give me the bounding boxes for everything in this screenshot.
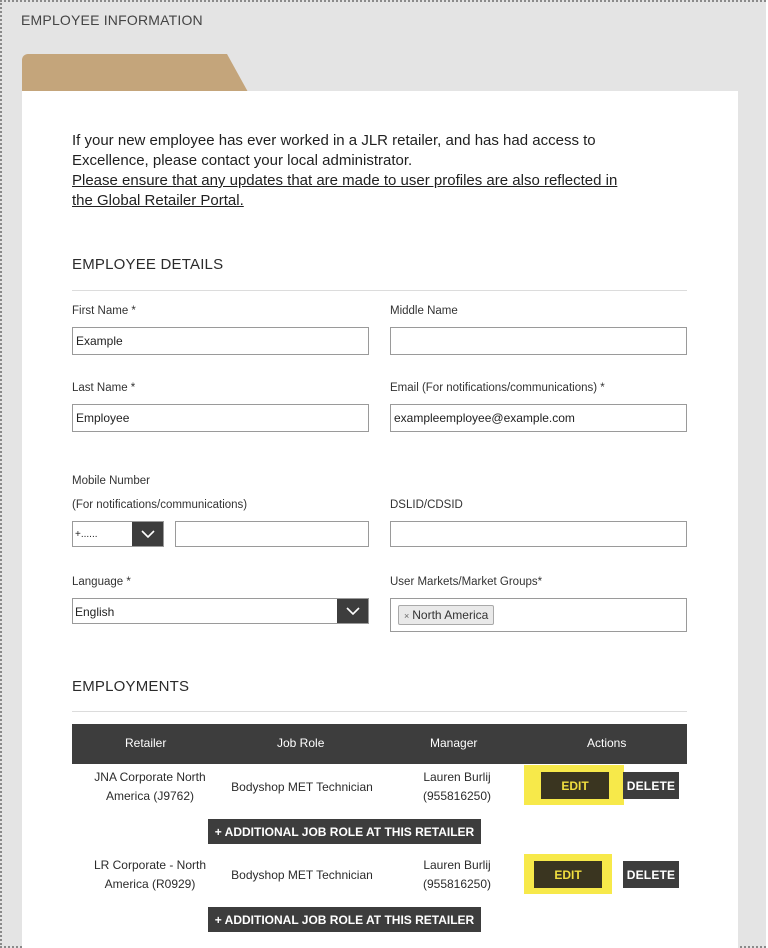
delete-button[interactable]: DELETE	[623, 772, 679, 799]
market-chip-label: North America	[412, 608, 489, 622]
email-field[interactable]: exampleemployee@example.com	[390, 404, 687, 432]
markets-label: User Markets/Market Groups*	[390, 576, 543, 588]
section-header: EMPLOYEE INFORMATION	[21, 12, 203, 28]
mobile-country-code-value: +......	[75, 529, 98, 540]
divider	[72, 290, 687, 291]
divider	[72, 711, 687, 712]
edit-button[interactable]: EDIT	[534, 861, 602, 888]
portal-notice-link-2[interactable]: the Global Retailer Portal.	[72, 192, 244, 209]
retailer-code: America (R0929)	[104, 877, 196, 891]
employments-table-header	[72, 724, 687, 764]
chevron-down-icon[interactable]	[132, 522, 163, 546]
table-row-job-role: Bodyshop MET Technician	[231, 868, 373, 882]
table-row-retailer	[80, 768, 220, 806]
manager-name: Lauren Burlij	[423, 770, 491, 784]
last-name-label: Last Name *	[72, 382, 136, 394]
col-retailer: Retailer	[125, 736, 167, 750]
email-label: Email (For notifications/communications) *	[390, 382, 605, 394]
retailer-name: JNA Corporate North	[94, 770, 206, 784]
employments-title: EMPLOYMENTS	[72, 678, 190, 695]
remove-chip-icon[interactable]: ×	[404, 611, 410, 621]
col-actions: Actions	[587, 736, 627, 750]
manager-id: (955816250)	[422, 789, 492, 803]
dslid-label: DSLID/CDSID	[390, 499, 463, 511]
last-name-field[interactable]: Employee	[72, 404, 369, 432]
add-job-role-button[interactable]: + ADDITIONAL JOB ROLE AT THIS RETAILER	[208, 819, 481, 844]
language-value: English	[75, 605, 115, 619]
intro-text	[72, 131, 682, 211]
table-row-manager	[402, 768, 512, 806]
employee-details-title: EMPLOYEE DETAILS	[72, 256, 224, 273]
markets-multiselect[interactable]	[390, 598, 687, 632]
first-name-field[interactable]: Example	[72, 327, 369, 355]
middle-name-field[interactable]	[390, 327, 687, 355]
chevron-down-icon[interactable]	[337, 599, 368, 623]
section-tab	[22, 54, 248, 92]
first-name-label: First Name *	[72, 305, 136, 317]
delete-button[interactable]: DELETE	[623, 861, 679, 888]
dslid-field[interactable]	[390, 521, 687, 547]
retailer-name: LR Corporate - North	[93, 858, 207, 872]
intro-line-1: If your new employee has ever worked in a JLR retailer, and has had access to	[72, 132, 596, 149]
table-row-retailer	[80, 856, 220, 894]
language-select[interactable]	[72, 598, 369, 624]
mobile-number-field[interactable]	[175, 521, 369, 547]
edit-button[interactable]: EDIT	[541, 772, 609, 799]
manager-id: (955816250)	[422, 877, 492, 891]
mobile-label: Mobile Number	[72, 475, 150, 487]
portal-notice-link-1[interactable]: Please ensure that any updates that are made to user profiles are also reflected in	[72, 172, 618, 189]
mobile-sublabel: (For notifications/communications)	[72, 499, 248, 511]
table-row-manager	[402, 856, 512, 894]
add-job-role-button[interactable]: + ADDITIONAL JOB ROLE AT THIS RETAILER	[208, 907, 481, 932]
table-row-job-role: Bodyshop MET Technician	[231, 780, 373, 794]
retailer-code: America (J9762)	[105, 789, 195, 803]
language-label: Language *	[72, 576, 131, 588]
col-manager: Manager	[430, 736, 478, 750]
mobile-country-code-select[interactable]	[72, 521, 164, 547]
market-chip	[398, 605, 494, 625]
middle-name-label: Middle Name	[390, 305, 458, 317]
intro-line-2: Excellence, please contact your local administrator.	[72, 152, 413, 169]
manager-name: Lauren Burlij	[423, 858, 491, 872]
col-job-role: Job Role	[277, 736, 325, 750]
form-panel	[22, 91, 738, 948]
